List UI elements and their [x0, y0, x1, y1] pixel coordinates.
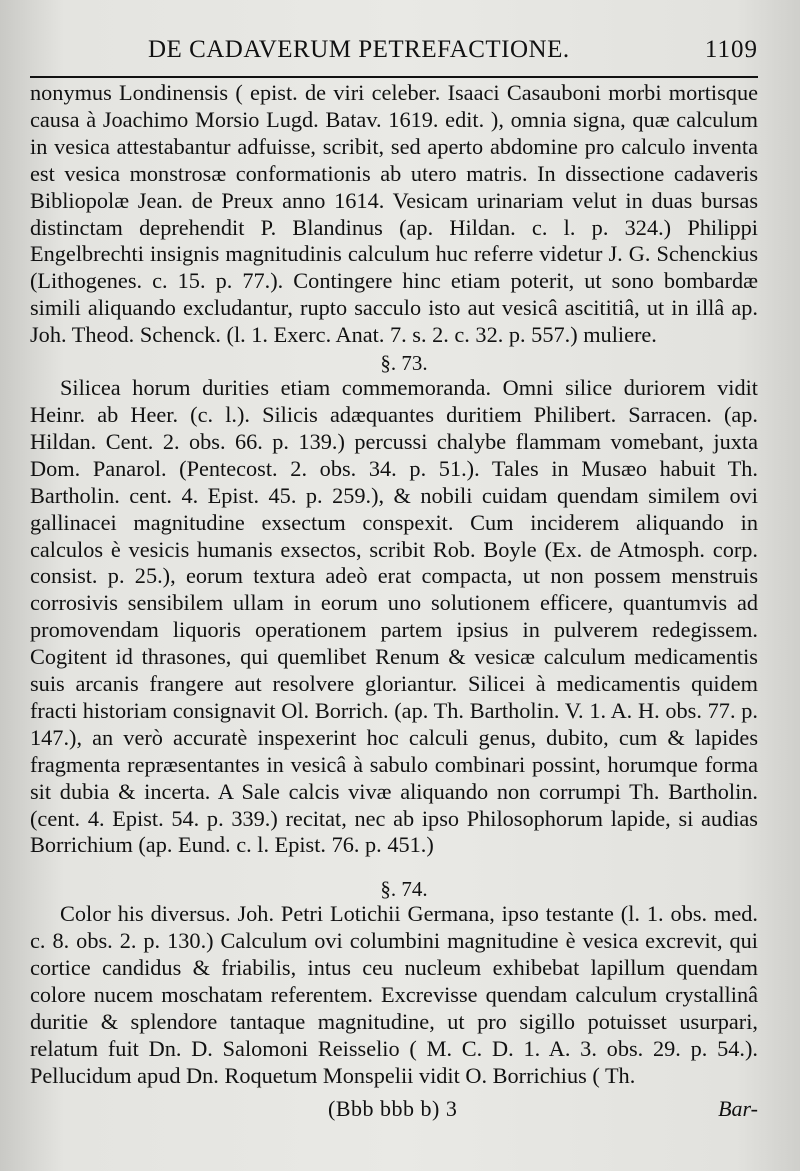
page-number: 1109 [704, 36, 758, 63]
catchword: Bar- [718, 1096, 758, 1121]
signature-mark: (Bbb bbb b) 3 [328, 1096, 458, 1121]
section-heading-73: §. 73. [380, 351, 428, 376]
page-footer [30, 1096, 758, 1122]
running-title: DE CADAVERUM PETREFACTIONE. [148, 36, 570, 63]
page-body [30, 80, 758, 1090]
paragraph-continuation: nonymus Londinensis ( epist. de viri celeber. Isaaci Casauboni morbi mortisque causa à Joachimo Morsio Lugd. Batav. 1619. edit. ), omnia signa, quæ calculum in vesica attestabantur adfuisse, scribit, sed aperto abdomine pro calculo inventa est vesica monstrosæ conformationis ab utero matris. In dissectione cadaveris Bibliopolæ Jean. de Preux anno 1614. Vesicam urinariam velut in duas bursas distinctam deprehendit P. Blandinus (ap. Hildan. c. l. p. 324.) Philippi Engelbrechti insignis magnitudinis calculum huc referre videtur J. G. Schenckius (Lithogenes. c. 15. p. 77.). Contingere hinc etiam poterit, ut sono bombardæ simili aliquando excludantur, rupto sacculo isto aut vesicâ ascititiâ, ut in illâ ap. Joh. Theod. Schenck. (l. 1. Exerc. Anat. 7. s. 2. c. 32. p. 557.) muliere. [30, 80, 758, 348]
header-rule [30, 76, 758, 78]
running-header [30, 36, 758, 72]
paragraph-73: Silicea horum durities etiam commemoranda. Omni silice duriorem vidit Heinr. ab Heer. (c. l.). Silicis adæquantes duritiem Philibert. Sarracen. (ap. Hildan. Cent. 2. obs. 66. p. 139.) percussi chalybe flammam vomebant, juxta Dom. Panarol. (Pentecost. 2. obs. 34. p. 51.). Tales in Musæo habuit Th. Bartholin. cent. 4. Epist. 45. p. 259.), & nobili cuidam quendam similem ovi gallinacei magnitudine exsectum conspexit. Cum inciderem aliquando in calculos è vesicis humanis exsectos, scribit Rob. Boyle (Ex. de Atmosph. corp. consist. p. 25.), eorum textura adeò erat compacta, ut non possem menstruis corrosivis sensibilem ullam in eorum uno solutionem efficere, quantumvis ad promovendam liquoris operationem partem ipsius in pulverem redegissem. Cogitent id thrasones, qui quemlibet Renum & vesicæ calculum medicamentis suis arcanis frangere aut resolvere gloriantur. Silicei à medicamentis quidem fracti historiam consignavit Ol. Borrich. (ap. Th. Bartholin. V. 1. A. H. obs. 77. p. 147.), an verò accuratè inspexerint hoc calculi genus, dubito, cum & lapides fragmenta repræsentantes in vesicâ à sabulo combinari possint, horumque forma sit dubia & incerta. A Sale calcis vivæ aliquando non corrumpi Th. Bartholin. (cent. 4. Epist. 54. p. 339.) recitat, nec ab ipso Philosophorum lapide, si audias Borrichium (ap. Eund. c. l. Epist. 76. p. 451.) [30, 375, 758, 858]
paragraph-74: Color his diversus. Joh. Petri Lotichii Germana, ipso testante (l. 1. obs. med. c. 8. obs. 2. p. 130.) Calculum ovi columbini magnitudine è vesica excrevit, qui cortice candidus & friabilis, intus ceu nucleum exhibebat lapillum quendam colore nucem moschatam referentem. Excrevisse quendam calculum crystallinâ duritie & splendore tantaque magnitudine, ut pro sigillo potuisset usurpari, relatum fuit Dn. D. Salomoni Reisselio ( M. C. D. 1. A. 3. obs. 29. p. 54.). Pellucidum apud Dn. Roquetum Monspelii vidit O. Borrichius ( Th. [30, 901, 758, 1088]
section-heading-74: §. 74. [380, 877, 428, 902]
